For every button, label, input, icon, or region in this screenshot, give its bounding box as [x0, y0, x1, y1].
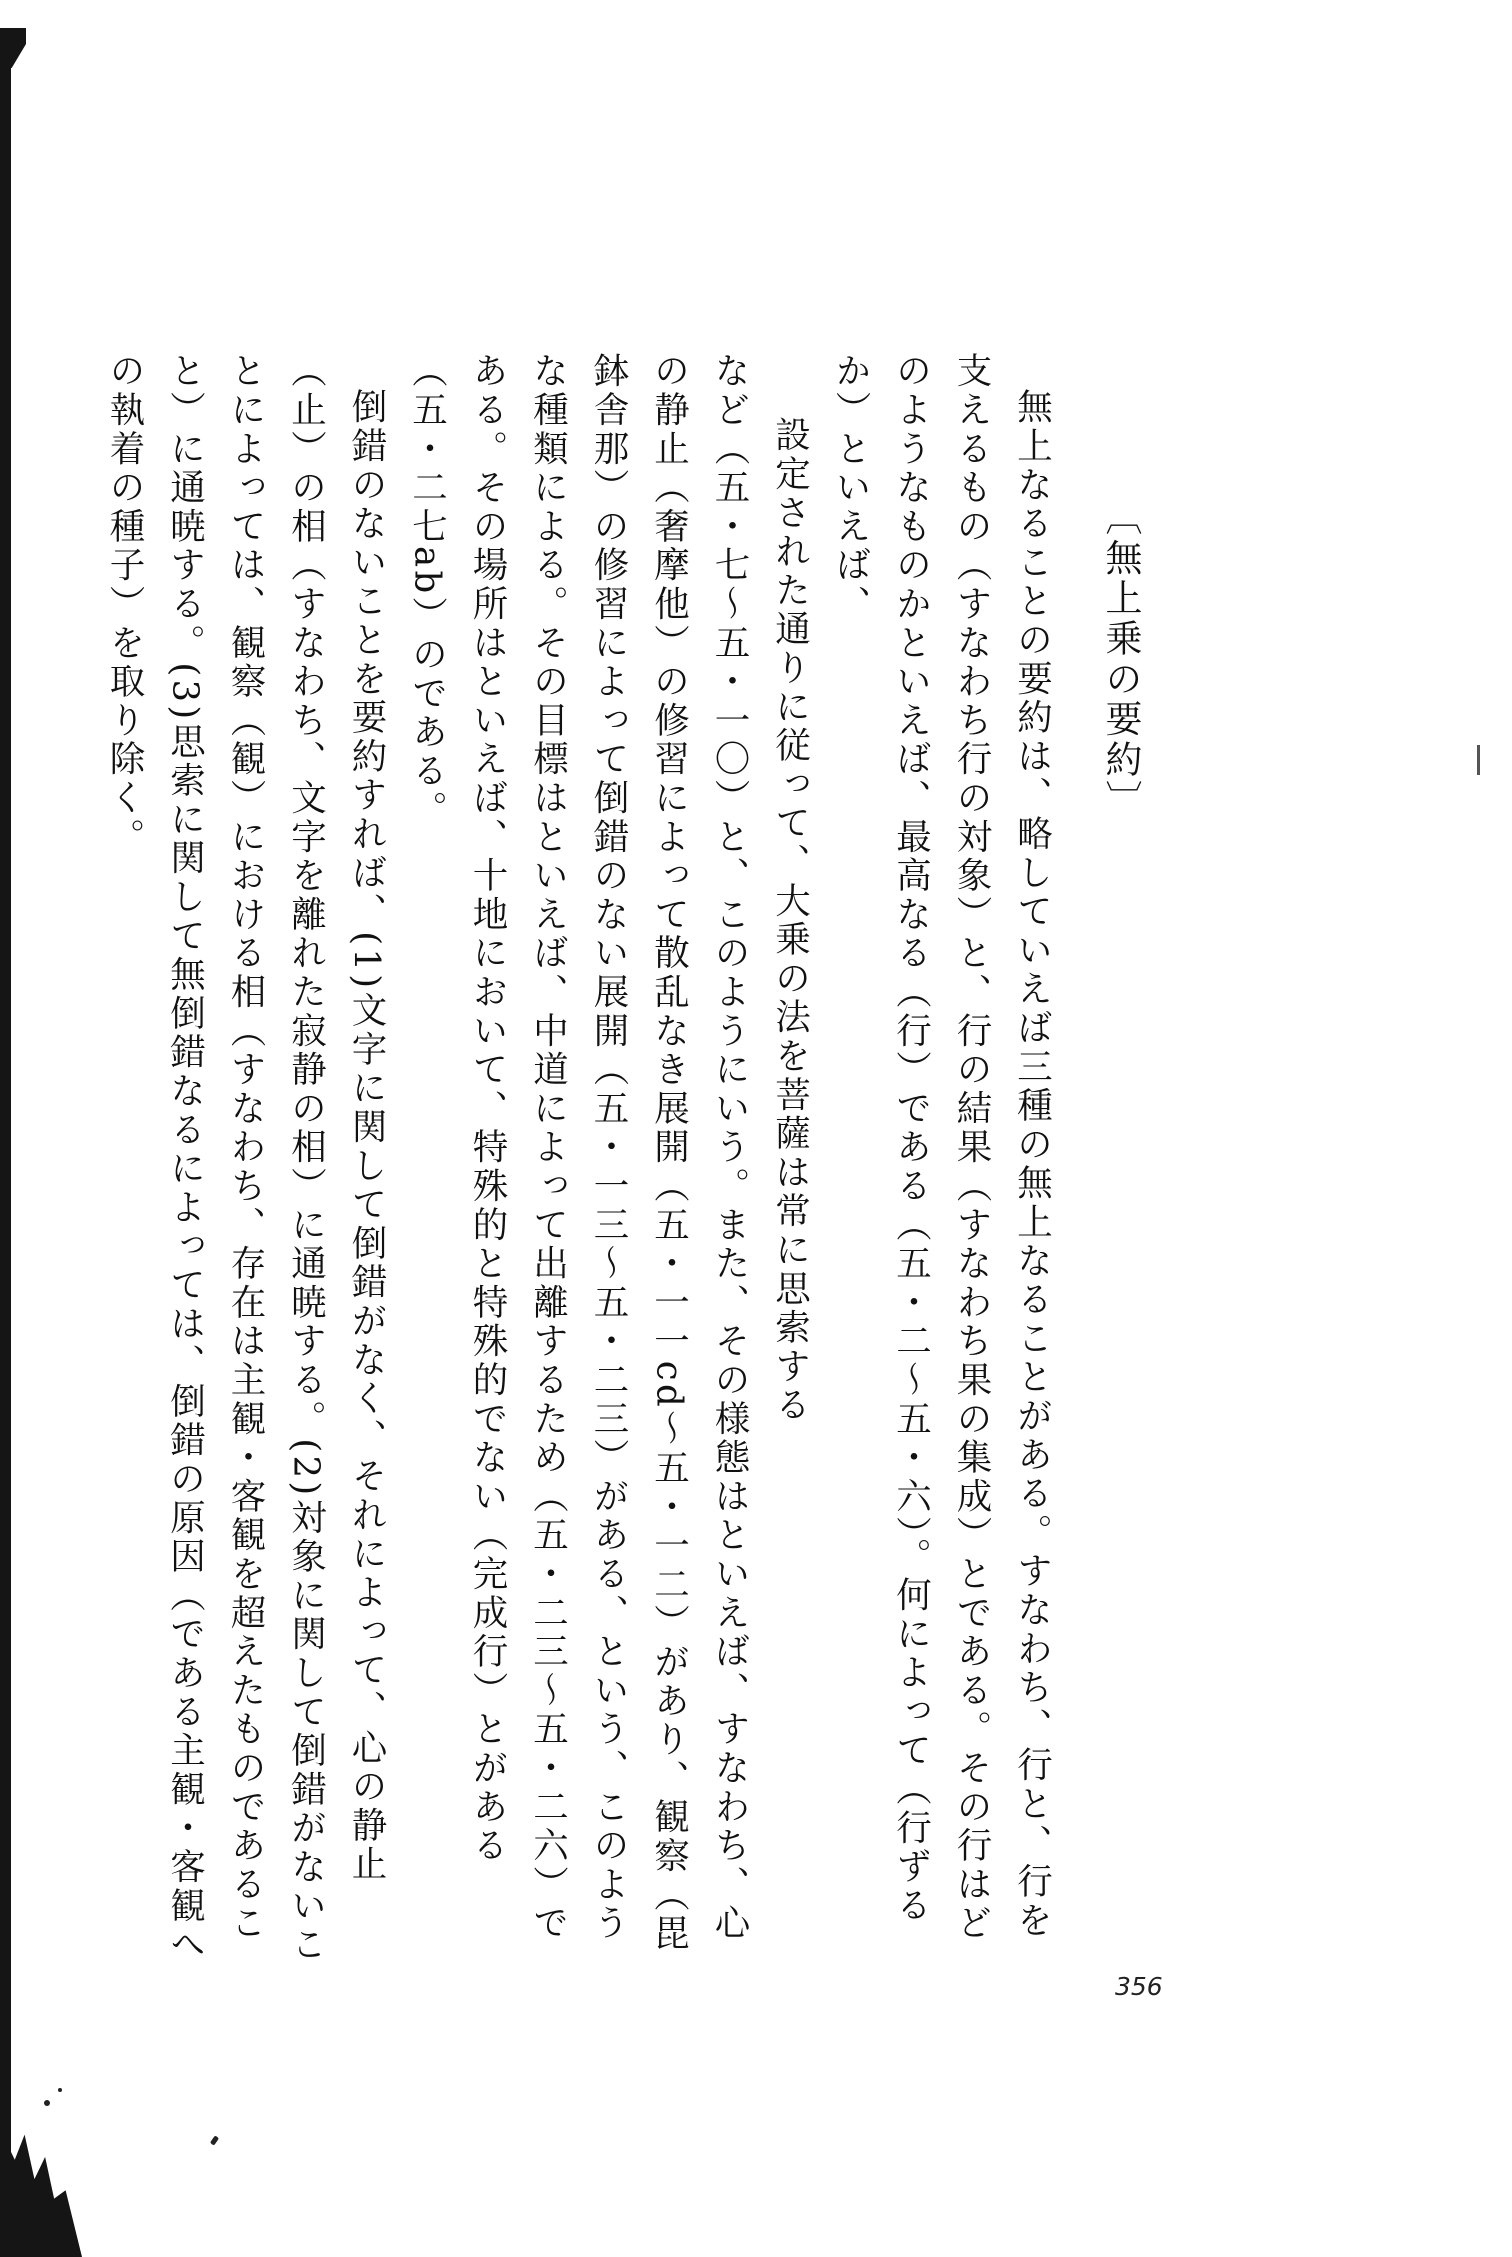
- book-spine-bottom-shadow: [0, 2118, 82, 2257]
- paragraph: 無上なることの要約は、略していえば三種の無上なることがある。すなわち、行と、行を支えるもの（すなわち行の対象）と、行の結果（すなわち果の集成）とである。その行はどのようなものかといえば、最高なる（行）である（五・二〜五・六）。何によって（行ずるか）といえば、: [830, 352, 1053, 1943]
- scan-speck: [58, 2088, 62, 2092]
- scan-speck: [44, 2100, 50, 2106]
- quoted-verse: 設定された通りに従って、大乗の法を菩薩は常に思索する: [769, 416, 811, 1425]
- paragraph: など（五・七〜五・一〇）と、このようにいう。また、その様態はといえば、すなわち、心の静止（奢摩他）の修習によって散乱なき展開（五・一一cd〜五・一二）があり、観察（毘鉢舎那）の修習によって倒錯のない展開（五・一三〜五・二三）がある、という、このような種類による。その目標はといえば、中道によって出離するため（五・二三〜五・二六）である。その場所はといえば、十地において、特殊的と特殊的でない（完成行）とがある（五・二七ab）のである。: [406, 352, 750, 1954]
- paragraph: 倒錯のないことを要約すれば、(1)文字に関して倒錯がなく、それによって、心の静止（止）の相（すなわち、文字を離れた寂静の相）に通暁する。(2)対象に関して倒錯がないことによっては、観察（観）における相（すなわち、存在は主観・客観を超えたものであること）に通暁する。(3)思索に関して無倒錯なるによっては、倒錯の原因（である主観・客観への執着の種子）を取り除く。: [104, 352, 387, 1965]
- page-number: 356: [1115, 1972, 1163, 2001]
- scan-mark: [1477, 745, 1480, 775]
- book-spine-corner: [0, 28, 26, 68]
- scan-speck: [210, 2135, 219, 2145]
- book-spine-shadow: [0, 30, 11, 2220]
- vertical-text-body: [104, 352, 1150, 1972]
- section-heading: 〔無上乗の要約〕: [1099, 498, 1142, 821]
